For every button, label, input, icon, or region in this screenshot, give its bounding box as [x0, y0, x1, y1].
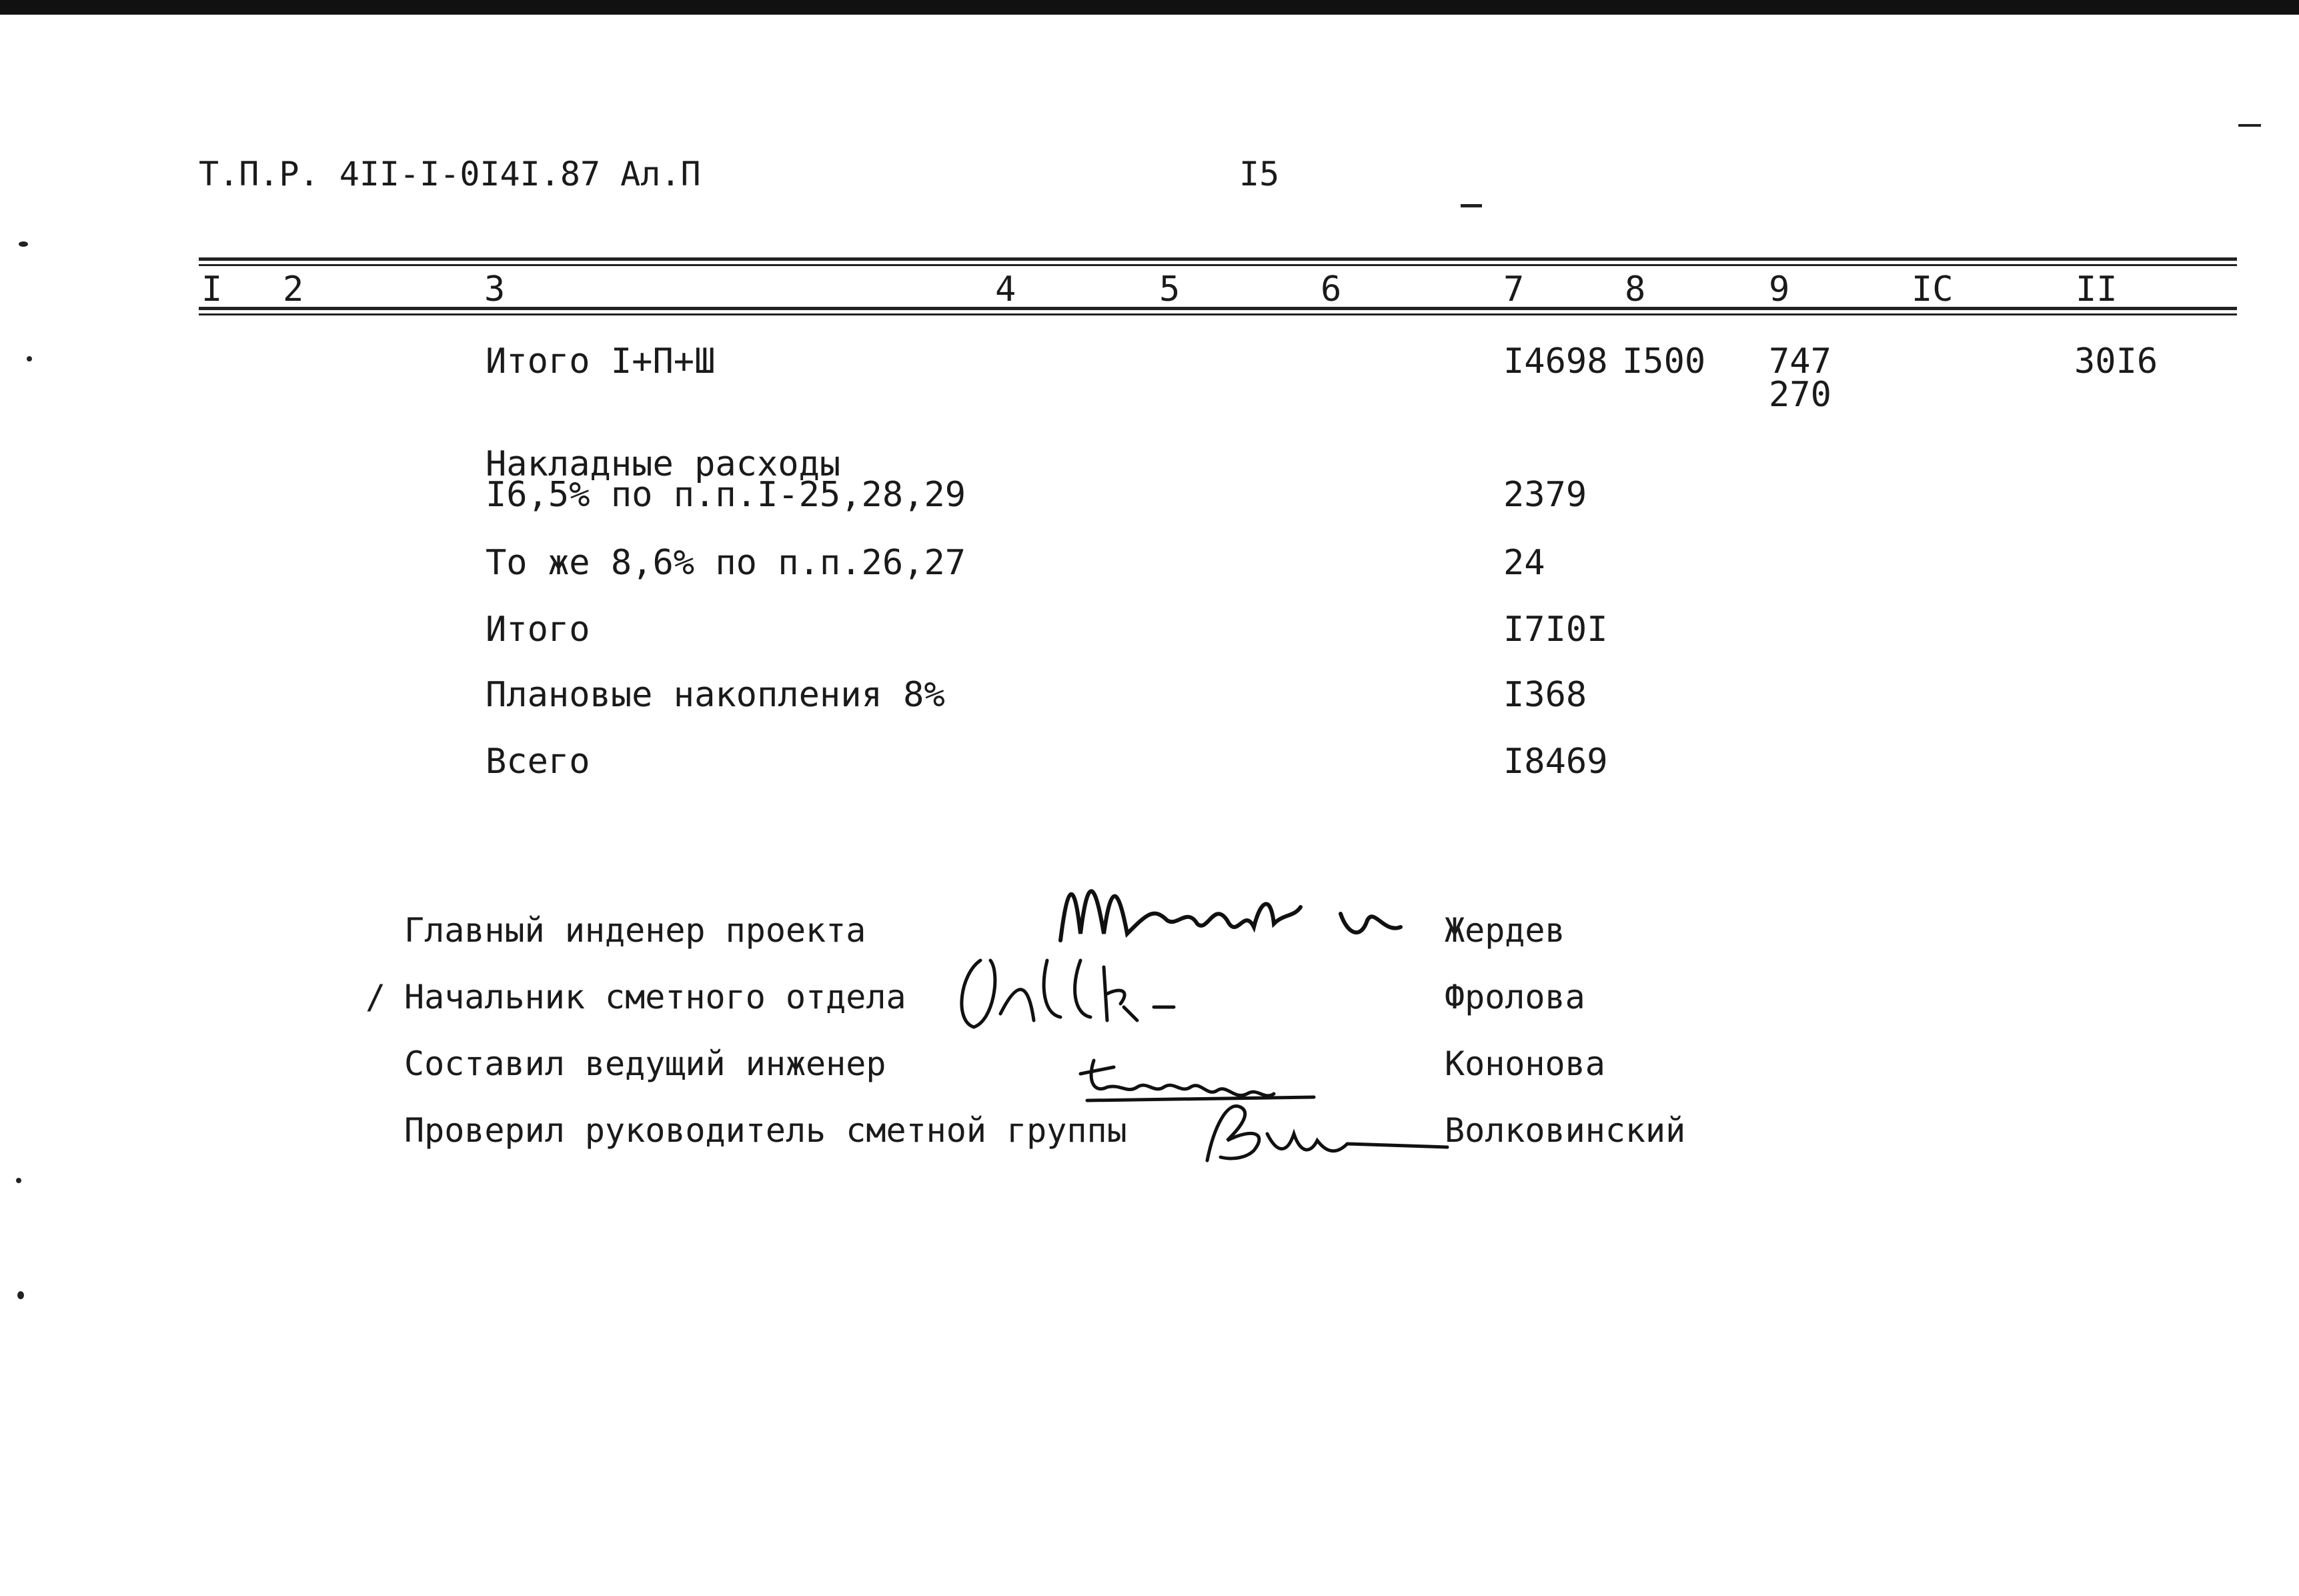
scan-dash [2238, 124, 2261, 127]
row-label-total: Итого [486, 610, 590, 650]
handwritten-signature-4 [1194, 1087, 1454, 1167]
table-top-rule [199, 257, 2237, 261]
row-total-1-3-col8: I500 [1622, 341, 1706, 381]
column-number-9: 9 [1769, 269, 1790, 309]
column-number-2: 2 [283, 269, 304, 309]
column-number-6: 6 [1321, 269, 1342, 309]
handwritten-signature-1 [1054, 860, 1427, 960]
page-number: I5 [1239, 155, 1280, 193]
column-number-10: IC [1911, 269, 1954, 309]
column-number-5: 5 [1159, 269, 1181, 309]
row-total-1-3-col9-line2: 270 [1769, 375, 1831, 415]
signature-name-head-estimates: Фролова [1445, 978, 1585, 1016]
signature-role-head-estimates: Начальник сметного отдела [404, 978, 906, 1016]
row-label-total-1-3: Итого I+П+Ш [486, 341, 716, 381]
row-overhead-col7: 2379 [1503, 475, 1587, 515]
row-label-overhead-line2: I6,5% по п.п.I-25,28,29 [486, 475, 966, 515]
scan-speck [16, 1178, 21, 1183]
row-label-planned-savings: Плановые накопления 8% [486, 675, 945, 715]
scan-dash [1461, 204, 1482, 207]
row-total-1-3-col11: 30I6 [2074, 341, 2158, 381]
signature-name-chief-engineer: Жердев [1445, 911, 1565, 950]
row-label-grand-total: Всего [486, 742, 590, 782]
signature-role-compiled-by: Составил ведущий инженер [404, 1044, 886, 1083]
row-same-8-6-col7: 24 [1503, 543, 1545, 583]
scan-speck [19, 241, 28, 247]
scan-speck [17, 1291, 24, 1299]
row-label-same-8-6: То же 8,6% по п.п.26,27 [486, 543, 966, 583]
row-planned-savings-col7: I368 [1503, 675, 1587, 715]
handwritten-signature-2 [954, 947, 1234, 1034]
row-total-1-3-col9-line1: 747 [1769, 341, 1831, 381]
signature-name-compiled-by: Кононова [1445, 1044, 1605, 1083]
column-number-7: 7 [1503, 269, 1525, 309]
scan-speck [27, 356, 32, 361]
signature-role-checked-by: Проверил руководитель сметной группы [404, 1111, 1127, 1150]
column-number-3: 3 [484, 269, 506, 309]
table-header-rule-2 [199, 313, 2237, 315]
signature-slash-mark: / [365, 978, 386, 1016]
signature-name-checked-by: Волковинский [1445, 1111, 1686, 1150]
row-total-col7: I7I0I [1503, 610, 1608, 650]
column-number-4: 4 [995, 269, 1016, 309]
document-code: Т.П.Р. 4II-I-0I4I.87 Ал.П [199, 155, 701, 193]
top-border [0, 0, 2299, 15]
signature-role-chief-engineer: Главный инденер проекта [404, 911, 866, 950]
row-label-overhead-line1: Накладные расходы [486, 444, 841, 484]
column-number-1: I [201, 269, 223, 309]
row-total-1-3-col7: I4698 [1503, 341, 1608, 381]
column-number-11: II [2076, 269, 2118, 309]
column-number-8: 8 [1625, 269, 1646, 309]
table-top-rule-2 [199, 264, 2237, 266]
row-grand-total-col7: I8469 [1503, 742, 1608, 782]
